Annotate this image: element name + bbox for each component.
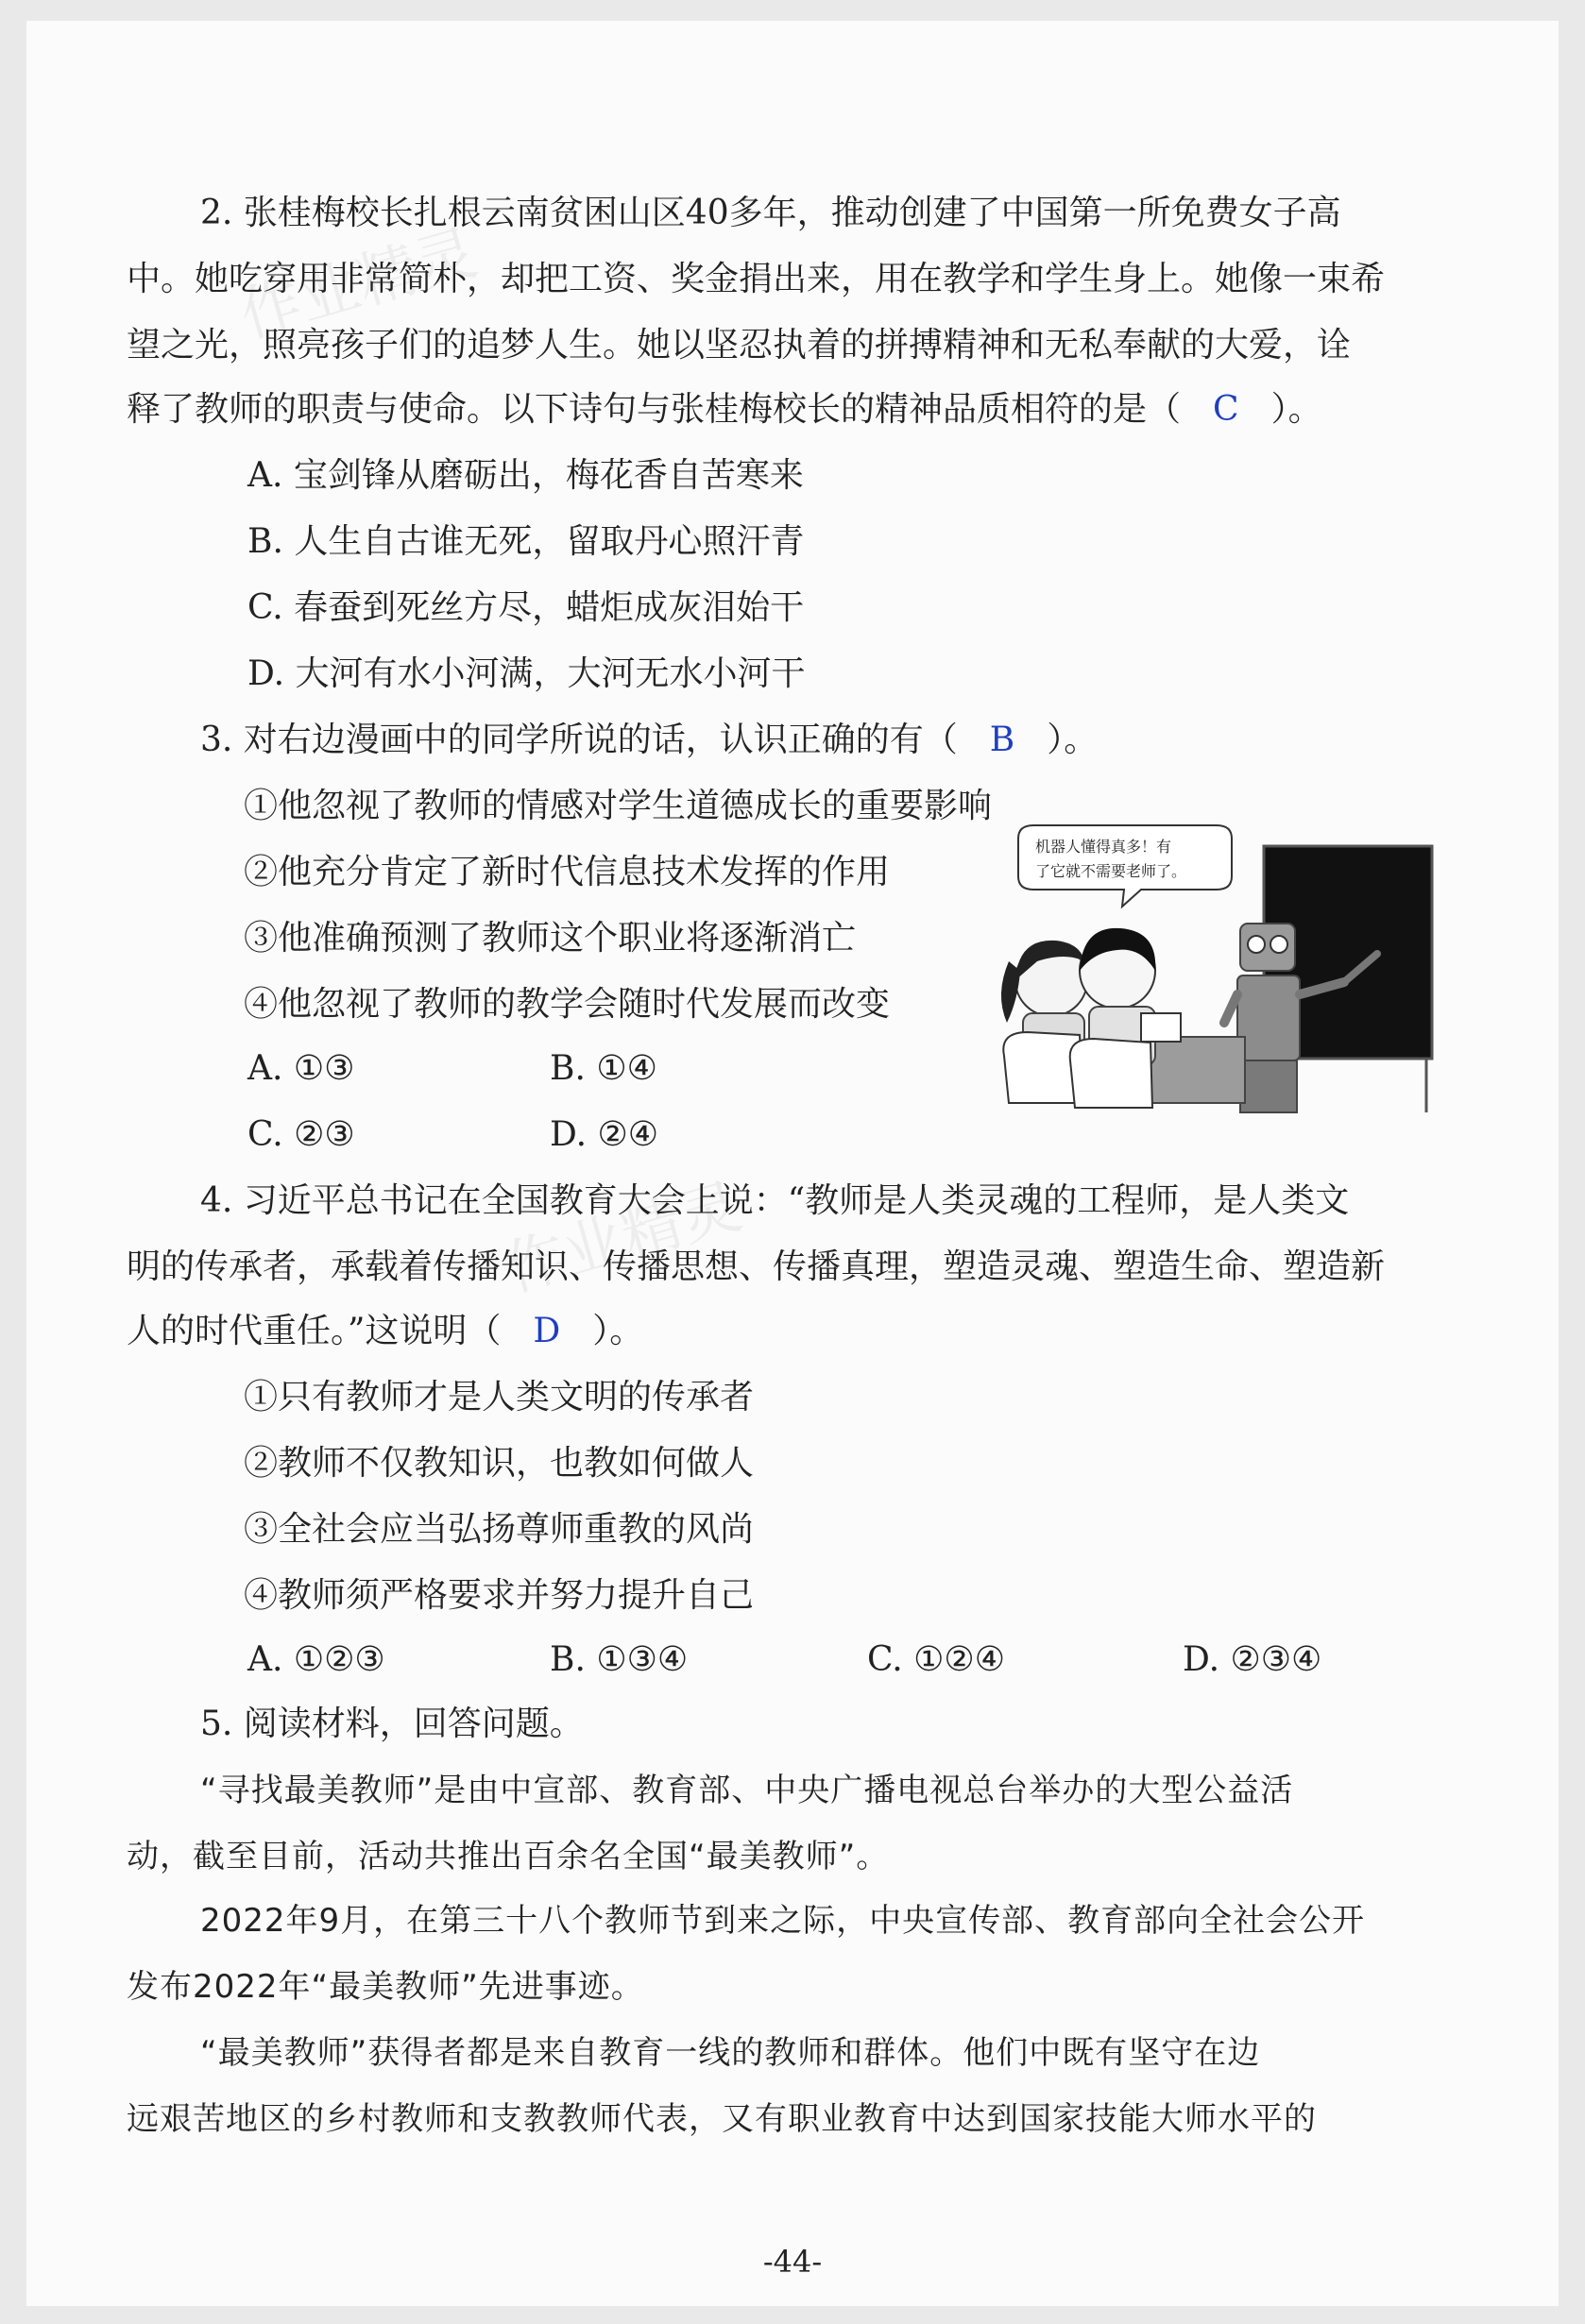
option-b: B. ①④ (550, 1049, 657, 1088)
q3-stem-text: 3. 对右边漫画中的同学所说的话，认识正确的有（ (200, 721, 958, 759)
bubble-line-1: 机器人懂得真多！有 (1035, 838, 1172, 856)
q3-item: ①他忽视了教师的情感对学生道德成长的重要影响 (244, 787, 993, 825)
q4-item: ④教师须严格要求并努力提升自己 (244, 1576, 755, 1615)
watermark: 作业精灵 (497, 1171, 749, 1306)
q2-stem-end: 释了教师的职责与使命。以下诗句与张桂梅校长的精神品质相符的是（ (127, 390, 1182, 429)
page-number: -44- (762, 2244, 823, 2280)
option-b: B. ①③④ (550, 1640, 689, 1679)
q2-line (127, 389, 1322, 431)
q2-line: 望之光，照亮孩子们的追梦人生。她以坚忍执着的拼搏精神和无私奉献的大爱，诠 (127, 326, 1352, 365)
watermark: 作业精灵 (232, 217, 485, 352)
q4-item: ②教师不仅教知识，也教如何做人 (244, 1444, 755, 1483)
q4-tail: ）。 (592, 1312, 644, 1350)
option-c: C. ②③ (247, 1115, 355, 1154)
material-line: “最美教师”获得者都是来自教育一线的教师和群体。他们中既有坚守在边 (200, 2034, 1261, 2072)
material-line: 发布2022年“最美教师”先进事迹。 (127, 1968, 644, 2006)
q2-line: 2. 张桂梅校长扎根云南贫困山区40多年，推动创建了中国第一所免费女子高 (200, 194, 1341, 232)
option-c: C. 春蚕到死丝方尽，蜡炬成灰泪始干 (247, 588, 805, 627)
q3-item: ②他充分肯定了新时代信息技术发挥的作用 (244, 853, 891, 891)
q3-item: ④他忽视了教师的教学会随时代发展而改变 (244, 985, 891, 1024)
option-d: D. ②③④ (1183, 1640, 1322, 1679)
option-b: B. 人生自古谁无死，留取丹心照汗青 (247, 522, 805, 561)
q5-stem: 5. 阅读材料，回答问题。 (200, 1705, 584, 1743)
q4-item: ①只有教师才是人类文明的传承者 (244, 1378, 755, 1416)
q3-stem (200, 720, 1098, 761)
material-line: “寻找最美教师”是由中宣部、教育部、中央广播电视总台举办的大型公益活 (200, 1772, 1294, 1809)
q4-stem-end: 人的时代重任。”这说明（ (127, 1312, 502, 1350)
material-line: 动，截至目前，活动共推出百余名全国“最美教师”。 (127, 1838, 890, 1875)
q4-line: 明的传承者，承载着传播知识、传播思想、传播真理，塑造灵魂、塑造生命、塑造新 (127, 1247, 1386, 1286)
option-a: A. 宝剑锋从磨砺出，梅花香自苦寒来 (247, 456, 804, 495)
option-c: C. ①②④ (867, 1640, 1005, 1679)
q2-tail: ）。 (1270, 390, 1322, 429)
q4-item: ③全社会应当弘扬尊师重教的风尚 (244, 1510, 755, 1549)
answer-mark: B (989, 721, 1015, 759)
cartoon-illustration (990, 820, 1434, 1131)
chair (1070, 1039, 1152, 1108)
answer-mark: D (533, 1312, 561, 1350)
q3-tail: ）。 (1047, 721, 1099, 759)
bubble-line-2: 了它就不需要老师了。 (1035, 862, 1187, 880)
q3-item: ③他准确预测了教师这个职业将逐渐消亡 (244, 919, 857, 958)
option-d: D. 大河有水小河满，大河无水小河干 (247, 654, 806, 693)
q4-line (127, 1311, 643, 1352)
material-line: 2022年9月，在第三十八个教师节到来之际，中央宣传部、教育部向全社会公开 (200, 1902, 1366, 1940)
material-line: 远艰苦地区的乡村教师和支教教师代表，又有职业教育中达到国家技能大师水平的 (127, 2100, 1317, 2138)
option-d: D. ②④ (550, 1115, 659, 1154)
option-a: A. ①②③ (247, 1640, 385, 1679)
answer-mark: C (1213, 390, 1239, 429)
q4-line: 4. 习近平总书记在全国教育大会上说：“教师是人类灵魂的工程师，是人类文 (200, 1181, 1350, 1220)
option-a: A. ①③ (247, 1049, 355, 1088)
q2-line: 中。她吃穿用非常简朴，却把工资、奖金捐出来，用在教学和学生身上。她像一束希 (127, 260, 1386, 298)
